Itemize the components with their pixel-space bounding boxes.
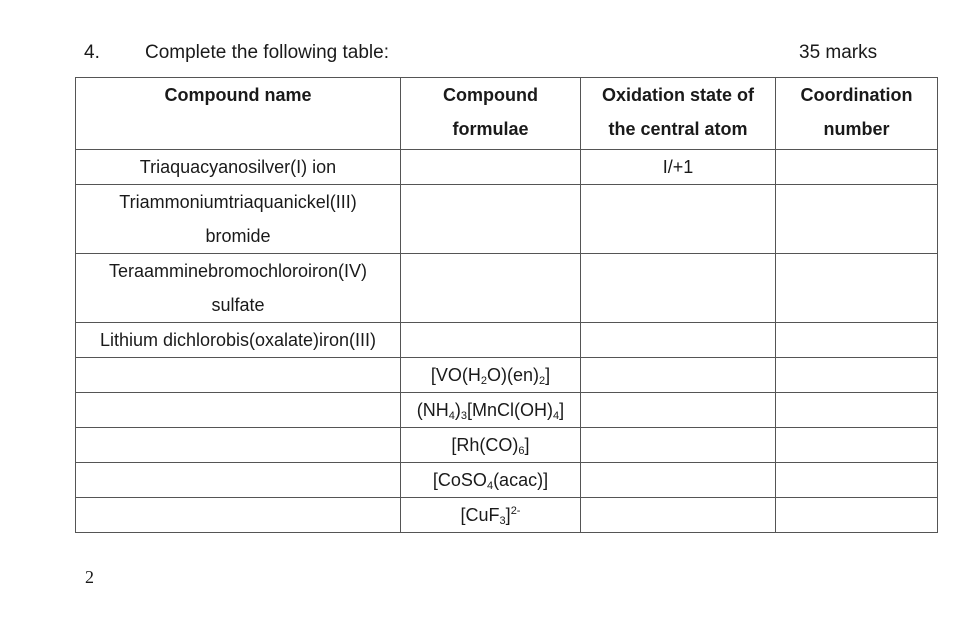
compound-table: [75, 77, 938, 533]
coordination-cell[interactable]: [776, 150, 938, 185]
compound-name-cell[interactable]: [76, 428, 401, 463]
table-header-row: [76, 78, 938, 150]
compound-name-cell: Triaquacyanosilver(I) ion: [76, 150, 401, 185]
formula-cell: $[CuF_3]^{2-}$: [401, 498, 581, 533]
formula-cell[interactable]: [401, 150, 581, 185]
compound-name-cell[interactable]: [76, 358, 401, 393]
oxidation-cell[interactable]: [581, 498, 776, 533]
header-oxidation-state: Oxidation state of the central atom: [581, 78, 776, 150]
table-row: [76, 185, 938, 254]
compound-name-cell[interactable]: [76, 393, 401, 428]
formula-cell: $[Rh(CO)_6]$: [401, 428, 581, 463]
coordination-cell[interactable]: [776, 358, 938, 393]
oxidation-cell[interactable]: [581, 254, 776, 323]
oxidation-cell[interactable]: [581, 393, 776, 428]
coordination-cell[interactable]: [776, 498, 938, 533]
formula-cell: [CoSO$_4$(acac)]: [401, 463, 581, 498]
table-row: [76, 323, 938, 358]
table-row: [76, 358, 938, 393]
table-row: [76, 428, 938, 463]
formula-cell: $(NH_4)_3[MnCl(OH)_4]$: [401, 393, 581, 428]
oxidation-cell[interactable]: [581, 358, 776, 393]
formula-cell[interactable]: [401, 254, 581, 323]
table-row: [76, 463, 938, 498]
marks-label: 35 marks: [799, 42, 878, 63]
compound-name-cell[interactable]: [76, 498, 401, 533]
question-number: 4.: [84, 42, 100, 63]
oxidation-cell[interactable]: [581, 428, 776, 463]
table-row: [76, 150, 938, 185]
table-row: [76, 254, 938, 323]
compound-name-cell[interactable]: [76, 463, 401, 498]
oxidation-cell[interactable]: I/+1: [581, 150, 776, 185]
compound-name-cell: Lithium dichlorobis(oxalate)iron(III): [76, 323, 401, 358]
table-row: [76, 498, 938, 533]
header-compound-formulae: Compound formulae: [401, 78, 581, 150]
formula-cell[interactable]: [401, 185, 581, 254]
coordination-cell[interactable]: [776, 323, 938, 358]
coordination-cell[interactable]: [776, 428, 938, 463]
table-row: [76, 393, 938, 428]
coordination-cell[interactable]: [776, 254, 938, 323]
question-text: Complete the following table:: [145, 42, 389, 63]
coordination-cell[interactable]: [776, 393, 938, 428]
compound-name-cell: Teraamminebromochloroiron(IV) sulfate: [76, 254, 401, 323]
compound-name-cell: Triammoniumtriaquanickel(III) bromide: [76, 185, 401, 254]
oxidation-cell[interactable]: [581, 323, 776, 358]
page-number: 2: [85, 567, 94, 587]
header-compound-name: Compound name: [76, 78, 401, 150]
oxidation-cell[interactable]: [581, 463, 776, 498]
coordination-cell[interactable]: [776, 185, 938, 254]
coordination-cell[interactable]: [776, 463, 938, 498]
formula-cell: $[VO(H_2O)(en)_2]$: [401, 358, 581, 393]
formula-cell[interactable]: [401, 323, 581, 358]
header-coordination-number: Coordination number: [776, 78, 938, 150]
oxidation-cell[interactable]: [581, 185, 776, 254]
